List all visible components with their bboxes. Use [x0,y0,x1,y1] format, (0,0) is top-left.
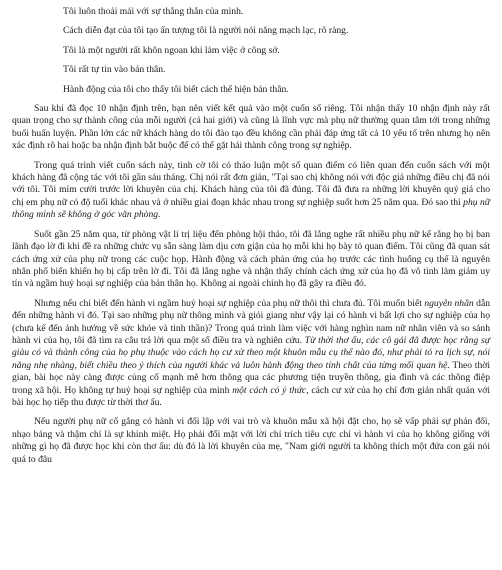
emphasis-run: nguyên nhân [424,297,474,309]
paragraph-1 [12,103,490,153]
text-run: Trong quá trình viết cuốn sách này, tình cờ tôi có thảo luận một số quan điểm có liên quan đến cuốn sách với một khách hàng đã cộng tác với tôi gần sáu tháng. Chị nói rất đơn giản, "Tại sao chị không nói với độc giả những điều chị đã nói với tôi. Tôi mỉm cười trước lời khuyên của chị. Khách hàng của tôi đã đúng. Tôi đã đưa ra những lời khuyên quý giá cho chị em phụ nữ có độ tuổi khác nhau và ở nhiều giai đoạn khác nhau trong sự nghiệp suốt hơn 25 năm qua. Đó sao thì [12,159,490,208]
paragraph-2 [12,160,490,222]
emphasis-run: Từ thời thơ ấu, các cô gái đã được học rằng sự giàu có và thành công của họ phụ thuộc vào cách họ cư xử theo một khuôn mẫu cụ thể nào đó, như phải tỏ ra lịch sự, nói năng nhẹ nhàng, biết chiều theo ý thích của người khác và luôn hành động theo tính chất của từng mối quan hệ. [12,334,490,371]
paragraph-4 [12,298,490,410]
emphasis-run: một cách có ý thức, [232,384,309,396]
statement-item: Hành động của tôi cho thấy tôi biết cách thể hiện bản thân. [63,83,289,95]
text-run: Nếu người phụ nữ cố gắng có hành vi đối lập với vai trò và khuôn mẫu xã hội đặt cho, họ sẽ vấp phải sự phản đối, nhạo báng và thậm chí là sự khinh miệt. Họ phải đối mặt với lời chỉ trích tiêu cực chỉ vì hành vi của họ không giống với những gì họ đã được học khi còn thơ ấu: dù đó là lời khuyên của mẹ, "Nam giới người ta không thích một đứa con gái nói quá to đâu [12,416,490,465]
body-text [12,103,490,466]
text-run: Sau khi đã đọc 10 nhận định trên, bạn nên viết kết quả vào một cuốn sổ riêng. Tôi nhận thấy 10 nhận định này rất quan trọng cho sự thành công của mỗi người (cả hai giới) và cũng là lĩnh vực mà phụ nữ thường quan tâm tới trong những buổi huấn luyện. Phần lớn các nữ khách hàng do tôi đào tạo đều không cần phải đáp ứng tất cả 10 yếu tố trên nhưng họ nên xác định rõ hai hoặc ba nhận định bắt buộc để có thể gặt hái thành công trong sự nghiệp. [12,103,490,152]
text-run: Suốt gần 25 năm qua, từ phòng vật lí trị liệu đến phòng hội thảo, tôi đã lắng nghe rất nhiều phụ nữ kể rằng họ bị ban lãnh đạo lờ đi khi đề ra những chức vụ sẵn sàng làm dịu cơn giận của họ mỗi khi họ bày tỏ quan điểm. Tôi cũng đã quan sát cách ứng xử của phụ nữ trong các cuộc họp. Hành động và cách phản ứng của họ trước các tình huống cụ thể là nguyên nhân phổ biến khiến họ bị cấp trên lờ đi. Tôi đã lắng nghe và nhận thấy chính cách ứng xử của họ đã vô tình làm giảm uy tín và ngầm huỷ hoại sự nghiệp của bản thân họ. Không ai ngoài chính họ đã gây ra điều đó. [12,228,490,290]
statement-item: Cách diễn đạt của tôi tạo ấn tượng tôi là người nói năng mạch lạc, rõ ràng. [63,25,349,37]
emphasis-run: phụ nữ thông minh sẽ không ở góc văn phòng. [12,196,490,221]
text-run: cách cư xử của họ chỉ đơn giản nhất quán với bài học họ tiếp thu được từ thời thơ ấu. [12,384,490,408]
statement-item: Tôi luôn thoải mái với sự thẳng thắn của mình. [63,6,244,17]
text-run: Theo thời gian, bài học này càng được củng cố mạnh mẽ hơn thông qua các phương tiện truyền thông, gia đình và các thông điệp trong xã hội. Họ không tự huỷ hoại sự nghiệp của mình [12,359,490,396]
text-run: Nhưng nếu chỉ biết đến hành vi ngầm huỷ hoại sự nghiệp của phụ nữ thôi thì chưa đủ. Tôi muốn biết [34,297,425,309]
statement-item: Tôi là một người rất khôn ngoan khi làm việc ở công sở. [63,44,280,56]
paragraph-5 [12,416,490,466]
text-run: dẫn đến những hành vi đó. Tại sao những phụ nữ thông minh và giỏi giang như vậy lại có hành vi bất lợi cho sự nghiệp của họ (chưa kể đến ảnh hưởng về sức khỏe và tinh thần)? Trong quá trình làm việc với hàng nghìn nam nữ nhân viên và so sánh hành vi của họ, tôi đã tìm ra câu trả lời qua một số điều tra và nghiên cứu. [12,297,490,346]
statement-list [12,6,490,96]
statement-item: Tôi rất tự tin vào bản thân. [63,64,166,76]
paragraph-3 [12,229,490,291]
